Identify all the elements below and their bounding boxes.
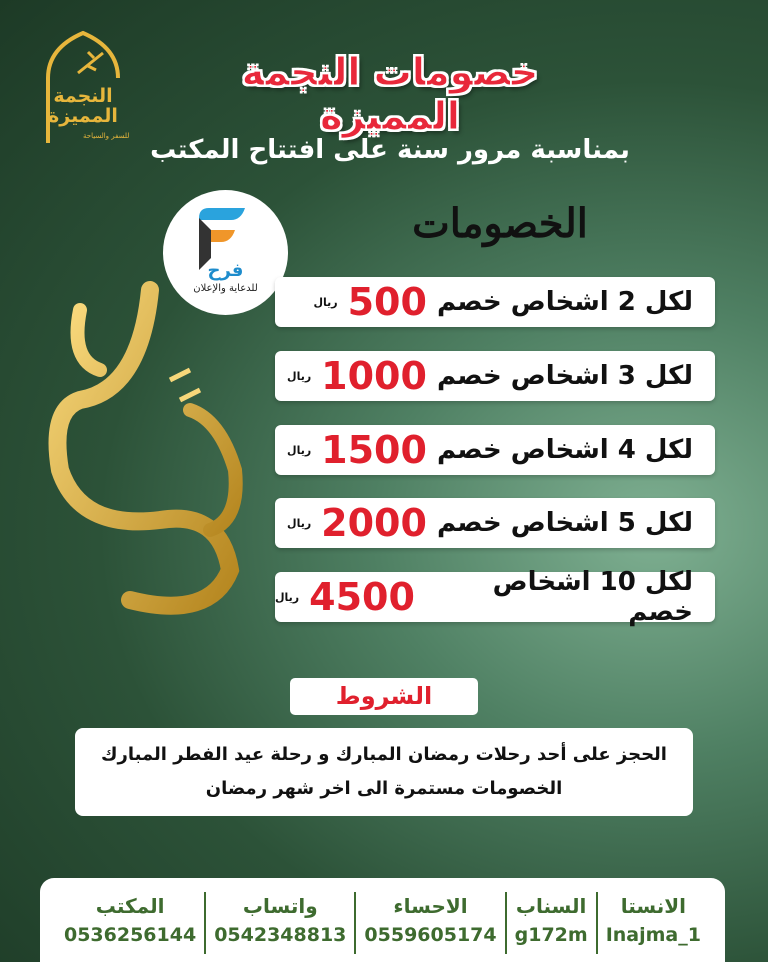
contact-label: الانستا <box>620 894 686 918</box>
contact-ahsa <box>354 892 504 954</box>
discount-row <box>275 498 715 548</box>
discount-row <box>275 567 715 627</box>
badge-subtitle: للدعاية والإعلان <box>193 283 258 294</box>
condition-line: الخصومات مستمرة الى اخر شهر رمضان <box>205 778 563 799</box>
discount-currency: ريال <box>287 369 312 383</box>
discount-amount: 2000 <box>321 501 427 545</box>
logo-text: النجمة المميزة <box>48 85 118 127</box>
discount-amount: 500 <box>347 280 427 324</box>
conditions-title: الشروط <box>290 678 478 715</box>
contact-value[interactable]: Inajma_1 <box>605 924 701 946</box>
logo-tagline: للسفر والسياحة <box>83 132 130 140</box>
contact-footer <box>40 878 725 962</box>
contact-value[interactable]: 0542348813 <box>214 924 347 946</box>
contact-label: الاحساء <box>393 894 468 918</box>
ramadan-calligraphy <box>20 270 270 630</box>
discount-currency: ريال <box>287 443 312 457</box>
discount-row <box>275 351 715 401</box>
discounts-heading: الخصومات <box>412 200 588 247</box>
conditions-box <box>75 728 693 816</box>
discount-currency: ريال <box>275 590 300 604</box>
contact-label: واتساب <box>242 894 318 918</box>
condition-line: الحجز على أحد رحلات رمضان المبارك و رحلة عيد الفطر المبارك <box>101 744 667 765</box>
discount-label: لكل 3 اشخاص خصم <box>436 361 693 391</box>
discount-row <box>275 425 715 475</box>
contact-office <box>56 892 204 954</box>
contact-value[interactable]: g172m <box>514 924 588 946</box>
contact-value[interactable]: 0536256144 <box>63 924 197 946</box>
badge-name: فرح <box>207 260 244 281</box>
contact-snapchat <box>505 892 596 954</box>
discount-label: لكل 5 اشخاص خصم <box>436 508 693 538</box>
contact-instagram <box>596 892 709 954</box>
discount-label: لكل 4 اشخاص خصم <box>436 435 693 465</box>
discount-amount: 1500 <box>321 428 427 472</box>
discount-currency: ريال <box>313 295 338 309</box>
discount-amount: 1000 <box>321 354 427 398</box>
brand-logo <box>28 28 138 148</box>
discount-row <box>275 277 715 327</box>
discount-currency: ريال <box>287 516 312 530</box>
contact-label: السناب <box>515 894 587 918</box>
contact-label: المكتب <box>95 894 165 918</box>
contact-whatsapp <box>204 892 354 954</box>
discount-label: لكل 2 اشخاص خصم <box>436 287 693 317</box>
discount-amount: 4500 <box>309 575 415 619</box>
subtitle: بمناسبة مرور سنة على افتتاح المكتب <box>150 135 630 165</box>
discount-label: لكل 10 اشخاص خصم <box>492 567 693 627</box>
page-title: خصومات النجمة المميزة <box>241 50 539 138</box>
contact-value[interactable]: 0559605174 <box>364 924 497 946</box>
